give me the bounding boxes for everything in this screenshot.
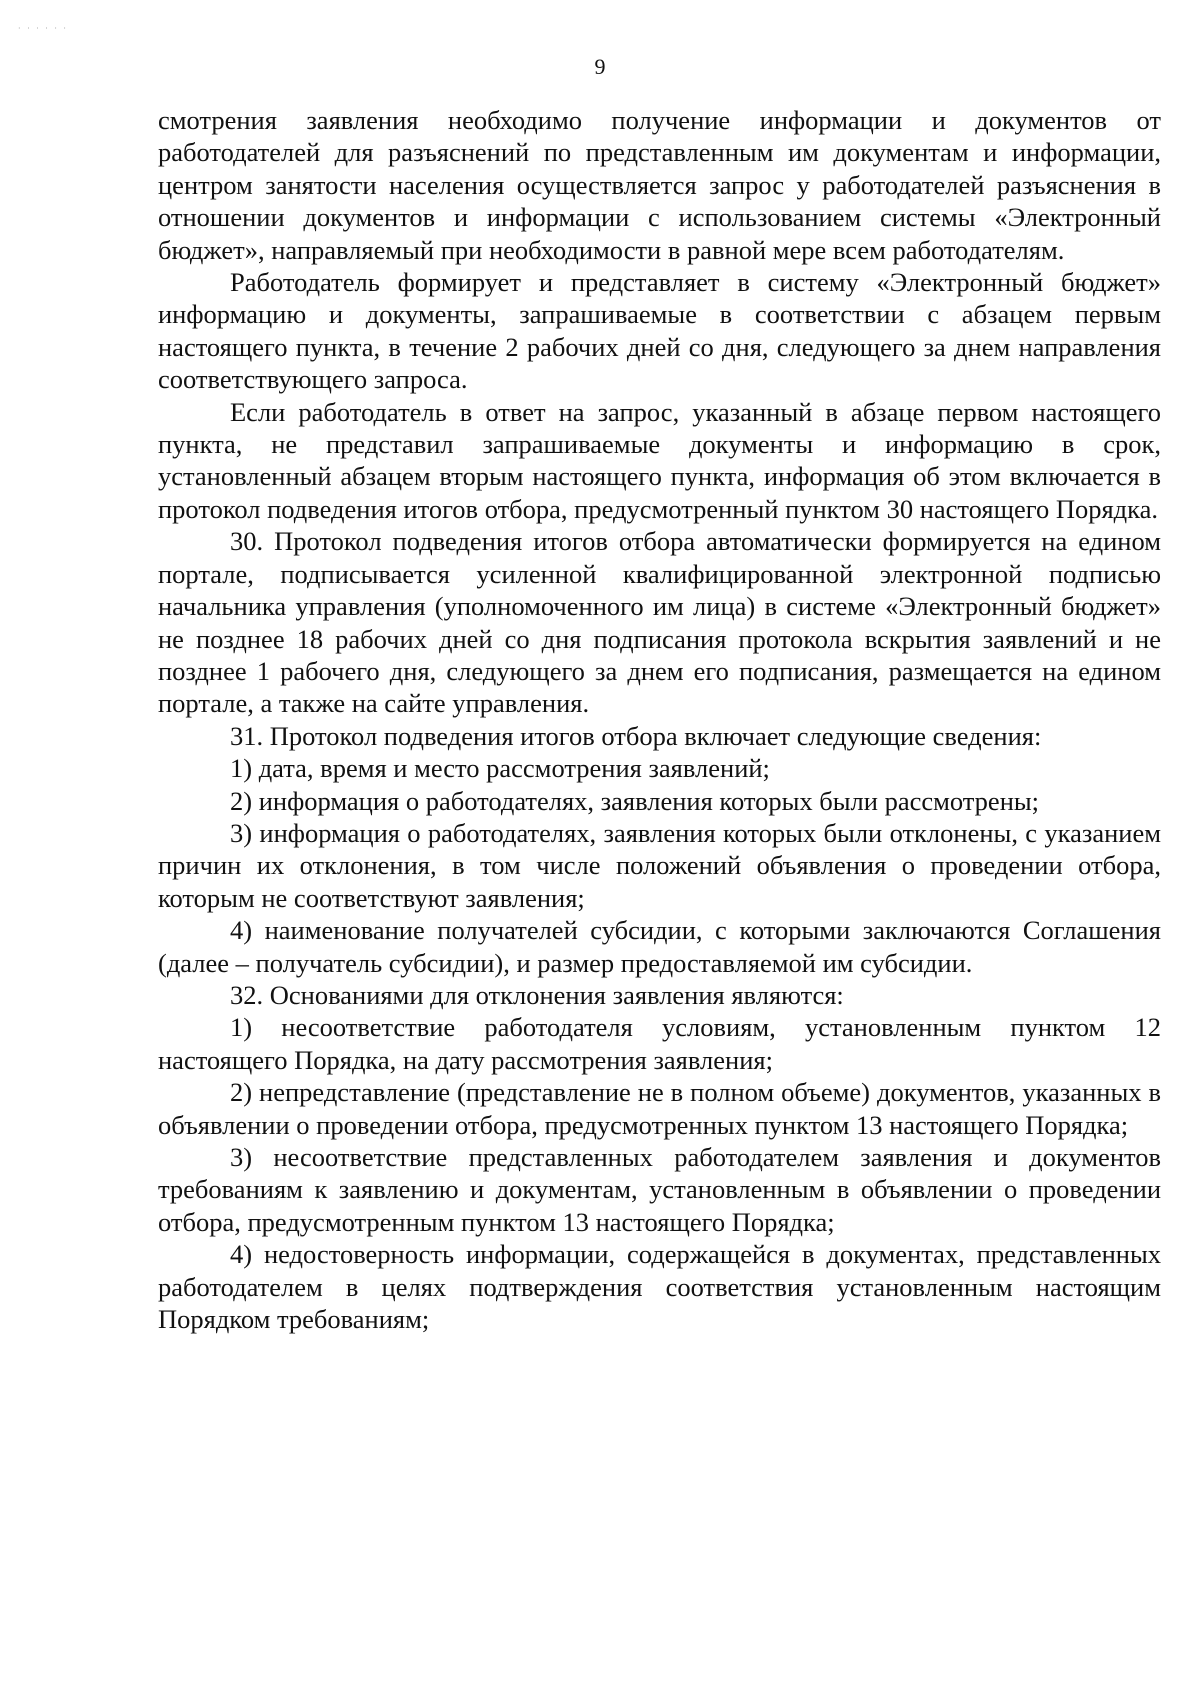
list-item: 1) дата, время и место рассмотрения заявлений; [230, 753, 770, 784]
list-item: 4) недостоверность информации, содержащейся в документах, представленных работодателем в целях подтверждения соответствия установленным настоящим Порядком требованиям; [158, 1239, 1161, 1335]
list-item: 3) информация о работодателях, заявления которых были отклонены, с указанием причин их отклонения, в том числе положений объявления о проведении отбора, которым не соответствуют заявления; [158, 817, 1161, 913]
list-item: 3) несоответствие представленных работодателем заявления и документов требованиям к заявлению и документам, установленным в объявлении о проведении отбора, предусмотренным пунктом 13 настоящего Порядка; [158, 1142, 1161, 1237]
scan-artifact: · · · · · · [18, 24, 68, 33]
paragraph-continuation: смотрения заявления необходимо получение информации и документов от работодателей для разъяснений по представленным им документам и информации, центром занятости населения осуществляется запрос у работодателей разъяснения в отношении документов и информации с использованием системы «Электронный бюджет», направляемый при необходимости в равной мере всем работодателям. [158, 105, 1161, 265]
paragraph-clause-31: 31. Протокол подведения итогов отбора включает следующие сведения: [230, 720, 1042, 751]
list-item: 4) наименование получателей субсидии, с которыми заключаются Соглашения (далее – получатель субсидии), и размер предоставляемой им субсидии. [158, 915, 1161, 978]
list-item: 2) непредставление (представление не в полном объеме) документов, указанных в объявлении о проведении отбора, предусмотренных пунктом 13 настоящего Порядка; [158, 1077, 1161, 1140]
list-item: 2) информация о работодателях, заявления которых были рассмотрены; [230, 785, 1040, 816]
page-number: 9 [594, 54, 606, 79]
paragraph: Работодатель формирует и представляет в систему «Электронный бюджет» информацию и документы, запрашиваемые в соответствии с абзацем первым настоящего пункта, в течение 2 рабочих дней со дня, следующего за днем направления соответствующего запроса. [158, 267, 1161, 395]
paragraph-clause-32: 32. Основаниями для отклонения заявления являются: [230, 979, 844, 1010]
list-item: 1) несоответствие работодателя условиям, установленным пунктом 12 настоящего Порядка, на дату рассмотрения заявления; [158, 1012, 1161, 1075]
paragraph: Если работодатель в ответ на запрос, указанный в абзаце первом настоящего пункта, не представил запрашиваемые документы и информацию в срок, установленный абзацем вторым настоящего пункта, информация об этом включается в протокол подведения итогов отбора, предусмотренный пунктом 30 настоящего Порядка. [158, 396, 1161, 524]
document-body [158, 104, 1161, 1335]
paragraph-clause-30: 30. Протокол подведения итогов отбора автоматически формируется на едином портале, подписывается усиленной квалифицированной электронной подписью начальника управления (уполномоченного им лица) в системе «Электронный бюджет» не позднее 18 рабочих дней со дня подписания протокола вскрытия заявлений и не позднее 1 рабочего дня, следующего за днем его подписания, размещается на едином портале, а также на сайте управления. [158, 526, 1161, 719]
